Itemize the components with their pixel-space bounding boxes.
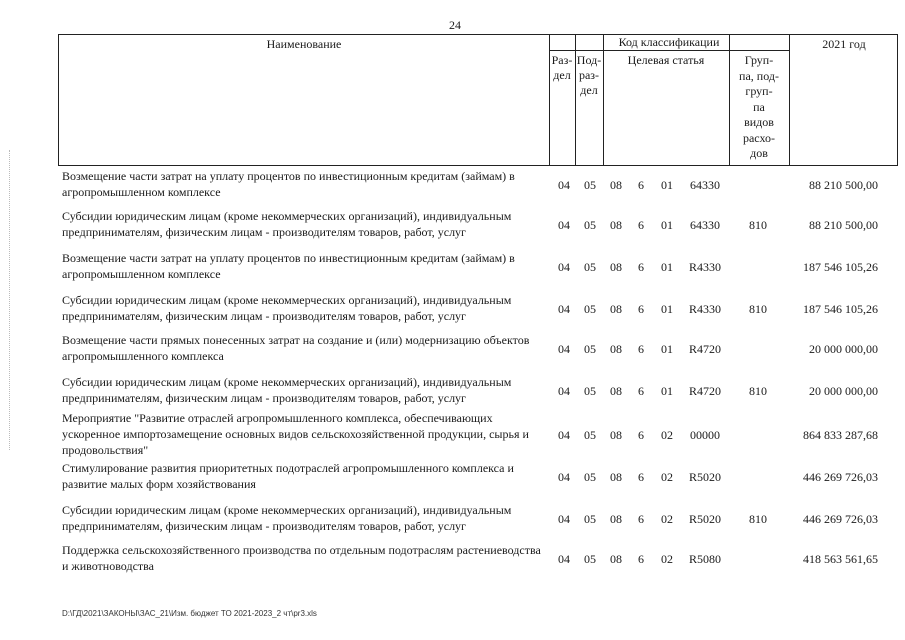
row-cs-subprogram: 6 bbox=[638, 342, 644, 356]
row-amount: 88 210 500,00 bbox=[809, 218, 878, 232]
row-razdel: 04 bbox=[558, 260, 570, 274]
row-cs-subprogram: 6 bbox=[638, 218, 644, 232]
row-razdel: 04 bbox=[558, 342, 570, 356]
row-podrazdel: 05 bbox=[584, 342, 596, 356]
row-amount: 20 000 000,00 bbox=[809, 342, 878, 356]
row-podrazdel: 05 bbox=[584, 178, 596, 192]
row-cs-direction: R4720 bbox=[688, 342, 721, 356]
row-razdel: 04 bbox=[558, 218, 570, 232]
row-amount: 418 563 561,65 bbox=[803, 552, 878, 566]
row-name: Мероприятие "Развитие отраслей агропромышленного комплекса, обеспечивающих ускоренное импортозамещение основных видов сельскохозяйственной продукции, сырья и продовольствия" bbox=[62, 411, 529, 457]
row-cs-program: 08 bbox=[610, 384, 622, 398]
header-target: Целевая статья bbox=[627, 53, 705, 67]
row-name: Субсидии юридическим лицам (кроме некоммерческих организаций), индивидуальным предпринимателям, физическим лицам - производителям товаров, работ, услуг bbox=[62, 209, 512, 239]
row-name: Поддержка сельскохозяйственного производства по отдельным подотраслям растениеводства и животноводства bbox=[62, 543, 541, 573]
row-amount: 446 269 726,03 bbox=[803, 512, 878, 526]
row-cs-event: 01 bbox=[661, 260, 673, 274]
row-cs-subprogram: 6 bbox=[638, 470, 644, 484]
row-cs-direction: 64330 bbox=[690, 218, 720, 232]
row-razdel: 04 bbox=[558, 470, 570, 484]
row-amount: 88 210 500,00 bbox=[809, 178, 878, 192]
row-expense-type: 810 bbox=[749, 512, 767, 526]
row-podrazdel: 05 bbox=[584, 218, 596, 232]
row-amount: 446 269 726,03 bbox=[803, 470, 878, 484]
table-header bbox=[58, 34, 898, 166]
row-podrazdel: 05 bbox=[584, 384, 596, 398]
row-razdel: 04 bbox=[558, 384, 570, 398]
row-expense-type: 810 bbox=[749, 302, 767, 316]
header-classification: Код классификации bbox=[618, 35, 720, 49]
row-cs-subprogram: 6 bbox=[638, 384, 644, 398]
row-cs-program: 08 bbox=[610, 552, 622, 566]
row-podrazdel: 05 bbox=[584, 470, 596, 484]
row-cs-direction: 00000 bbox=[690, 428, 720, 442]
row-razdel: 04 bbox=[558, 428, 570, 442]
row-amount: 20 000 000,00 bbox=[809, 384, 878, 398]
row-cs-direction: R4330 bbox=[688, 260, 721, 274]
row-name: Стимулирование развития приоритетных подотраслей агропромышленного комплекса и развитие малых форм хозяйствования bbox=[62, 461, 514, 491]
page-number: 24 bbox=[449, 18, 461, 32]
row-cs-subprogram: 6 bbox=[638, 552, 644, 566]
header-divider bbox=[789, 35, 790, 165]
row-cs-program: 08 bbox=[610, 178, 622, 192]
row-cs-event: 01 bbox=[661, 302, 673, 316]
row-name: Субсидии юридическим лицам (кроме некоммерческих организаций), индивидуальным предпринимателям, физическим лицам - производителям товаров, работ, услуг bbox=[62, 503, 512, 533]
header-name: Наименование bbox=[266, 37, 342, 51]
row-cs-subprogram: 6 bbox=[638, 178, 644, 192]
row-podrazdel: 05 bbox=[584, 428, 596, 442]
row-cs-subprogram: 6 bbox=[638, 428, 644, 442]
row-cs-subprogram: 6 bbox=[638, 260, 644, 274]
row-expense-type: 810 bbox=[749, 384, 767, 398]
row-cs-program: 08 bbox=[610, 302, 622, 316]
row-cs-program: 08 bbox=[610, 512, 622, 526]
row-cs-subprogram: 6 bbox=[638, 302, 644, 316]
row-cs-program: 08 bbox=[610, 218, 622, 232]
row-name: Субсидии юридическим лицам (кроме некоммерческих организаций), индивидуальным предпринимателям, физическим лицам - производителям товаров, работ, услуг bbox=[62, 293, 512, 323]
header-subsection: Под- раз- дел bbox=[576, 53, 602, 97]
row-cs-program: 08 bbox=[610, 260, 622, 274]
row-podrazdel: 05 bbox=[584, 260, 596, 274]
row-name: Возмещение части затрат на уплату процентов по инвестиционным кредитам (займам) в агропромышленном комплексе bbox=[62, 251, 515, 281]
row-razdel: 04 bbox=[558, 302, 570, 316]
row-cs-direction: R5020 bbox=[688, 470, 721, 484]
header-expense-group: Груп- па, под- груп- па видов расхо- дов bbox=[739, 53, 779, 160]
row-razdel: 04 bbox=[558, 178, 570, 192]
row-cs-event: 01 bbox=[661, 384, 673, 398]
row-name: Возмещение части затрат на уплату процентов по инвестиционным кредитам (займам) в агропромышленном комплексе bbox=[62, 169, 515, 199]
row-cs-direction: R5080 bbox=[688, 552, 721, 566]
header-section: Раз- дел bbox=[551, 53, 573, 82]
row-cs-subprogram: 6 bbox=[638, 512, 644, 526]
row-name: Возмещение части прямых понесенных затрат на создание и (или) модернизацию объектов агропромышленного комплекса bbox=[62, 333, 530, 363]
row-cs-event: 02 bbox=[661, 470, 673, 484]
row-cs-direction: 64330 bbox=[690, 178, 720, 192]
row-cs-direction: R4720 bbox=[688, 384, 721, 398]
row-razdel: 04 bbox=[558, 512, 570, 526]
row-cs-direction: R5020 bbox=[688, 512, 721, 526]
row-podrazdel: 05 bbox=[584, 552, 596, 566]
margin-scan-mark bbox=[9, 150, 10, 450]
row-amount: 187 546 105,26 bbox=[803, 260, 878, 274]
row-cs-program: 08 bbox=[610, 470, 622, 484]
row-amount: 864 833 287,68 bbox=[803, 428, 878, 442]
row-cs-direction: R4330 bbox=[688, 302, 721, 316]
row-cs-event: 01 bbox=[661, 218, 673, 232]
header-year: 2021 год bbox=[822, 37, 866, 51]
header-subdivider bbox=[549, 50, 789, 51]
row-podrazdel: 05 bbox=[584, 302, 596, 316]
row-cs-event: 01 bbox=[661, 342, 673, 356]
file-path-footer: D:\ГД\2021\ЗАКОНЫ\ЗАС_21\Изм. бюджет ТО 2021-2023_2 чт\pr3.xls bbox=[62, 609, 317, 618]
row-cs-program: 08 bbox=[610, 342, 622, 356]
row-amount: 187 546 105,26 bbox=[803, 302, 878, 316]
row-cs-event: 01 bbox=[661, 178, 673, 192]
row-razdel: 04 bbox=[558, 552, 570, 566]
row-name: Субсидии юридическим лицам (кроме некоммерческих организаций), индивидуальным предпринимателям, физическим лицам - производителям товаров, работ, услуг bbox=[62, 375, 512, 405]
row-podrazdel: 05 bbox=[584, 512, 596, 526]
row-cs-event: 02 bbox=[661, 552, 673, 566]
row-cs-program: 08 bbox=[610, 428, 622, 442]
row-expense-type: 810 bbox=[749, 218, 767, 232]
row-cs-event: 02 bbox=[661, 512, 673, 526]
row-cs-event: 02 bbox=[661, 428, 673, 442]
